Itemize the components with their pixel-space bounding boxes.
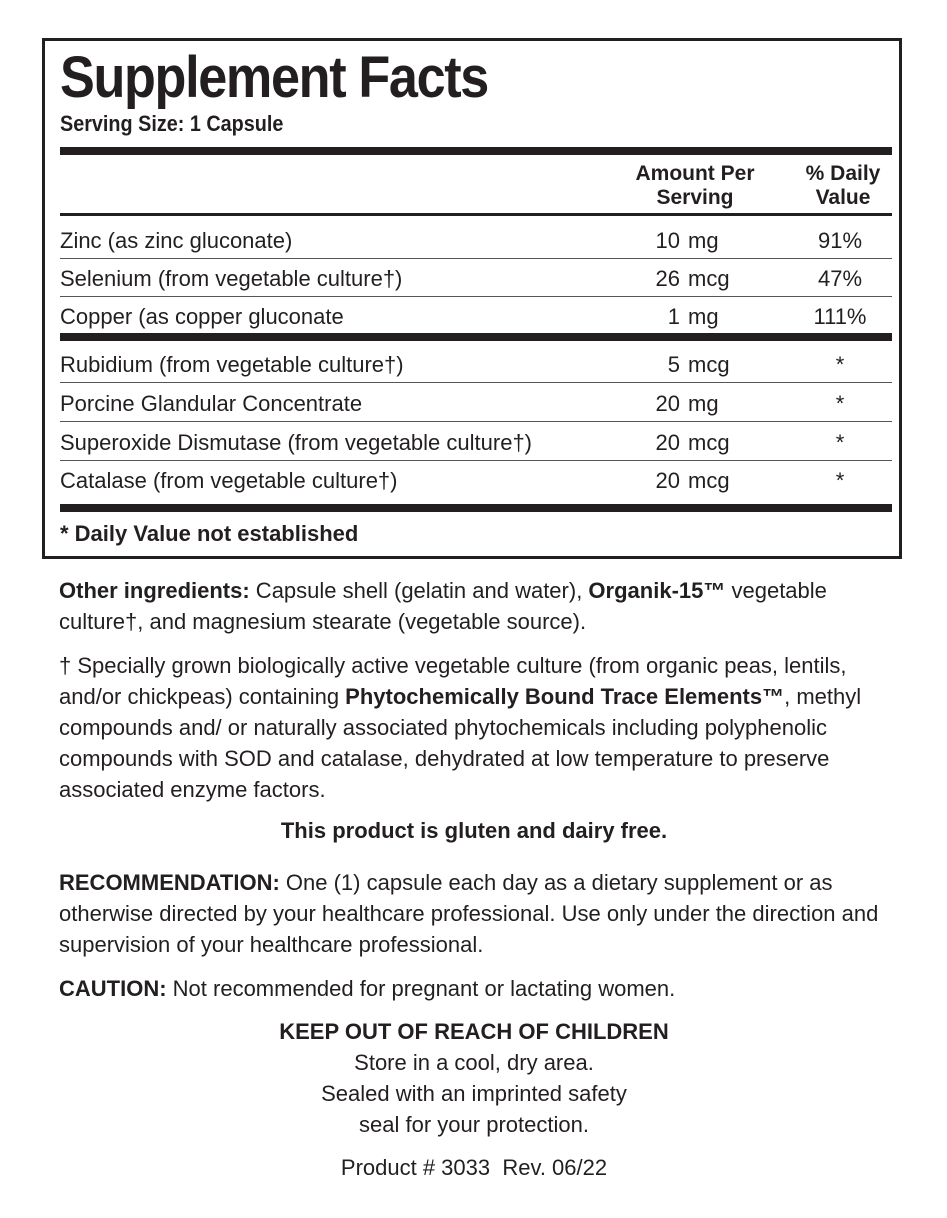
nutrient-name: Copper (as copper gluconate	[60, 304, 344, 329]
serving-size: Serving Size: 1 Capsule	[60, 111, 284, 136]
storage-line: Store in a cool, dry area.	[354, 1050, 594, 1075]
nutrient-unit: mcg	[688, 430, 730, 455]
nutrient-unit: mcg	[688, 352, 730, 377]
nutrient-name: Zinc (as zinc gluconate)	[60, 228, 293, 253]
table-bottom-divider	[60, 504, 892, 512]
table-row	[60, 259, 892, 297]
nutrient-unit: mg	[688, 304, 719, 329]
trace-elements-term: Phytochemically Bound Trace Elements™	[345, 684, 785, 709]
row-divider	[60, 382, 892, 383]
table-row	[60, 384, 892, 422]
storage-info	[200, 1016, 748, 1140]
nutrient-amount: 26	[655, 266, 680, 291]
daily-value-note: * Daily Value not established	[60, 521, 359, 546]
caution-label: CAUTION:	[59, 976, 167, 1001]
nutrient-daily-value: *	[835, 352, 845, 377]
gluten-free-statement: This product is gluten and dairy free.	[280, 818, 668, 843]
nutrient-unit: mg	[688, 391, 719, 416]
nutrient-amount: 20	[655, 430, 680, 455]
nutrient-daily-value: *	[835, 430, 845, 455]
organik-logo-mark: O	[588, 578, 606, 603]
row-divider	[60, 421, 892, 422]
nutrient-name: Porcine Glandular Concentrate	[60, 391, 363, 416]
product-number: Product # 3033 Rev. 06/22	[340, 1155, 608, 1180]
header-divider	[60, 147, 892, 155]
keep-out-warning: KEEP OUT OF REACH OF CHILDREN	[279, 1019, 669, 1044]
daily-value-header: % Daily Value	[805, 162, 881, 209]
nutrient-daily-value: *	[835, 468, 845, 493]
nutrient-name: Catalase (from vegetable culture†)	[60, 468, 398, 493]
nutrient-amount: 1	[667, 304, 680, 329]
storage-line: seal for your protection.	[359, 1112, 589, 1137]
nutrient-amount: 10	[655, 228, 680, 253]
table-row	[60, 423, 892, 461]
column-header-divider	[60, 213, 892, 216]
nutrient-amount: 20	[655, 391, 680, 416]
table-row	[60, 461, 892, 499]
nutrient-daily-value: 111%	[813, 304, 867, 329]
caution: CAUTION: Not recommended for pregnant or lactating women.	[59, 976, 676, 1001]
nutrient-unit: mg	[688, 228, 719, 253]
nutrient-amount: 5	[667, 352, 680, 377]
brand-name: Organik-15™	[588, 578, 726, 603]
nutrient-name: Rubidium (from vegetable culture†)	[60, 352, 404, 377]
nutrient-name: Superoxide Dismutase (from vegetable culture†)	[60, 430, 533, 455]
nutrient-daily-value: 47%	[817, 266, 863, 291]
supplement-facts-panel	[42, 38, 902, 559]
nutrient-unit: mcg	[688, 468, 730, 493]
recommendation: RECOMMENDATION: One (1) capsule each day as a dietary supplement or as otherwise directed by your healthcare professional. Use only under the direction and supervision of your healthcare professional.	[59, 870, 879, 957]
table-row	[60, 297, 892, 335]
nutrient-name: Selenium (from vegetable culture†)	[60, 266, 403, 291]
table-row	[60, 221, 892, 259]
panel-title: Supplement Facts	[60, 45, 488, 110]
recommendation-label: RECOMMENDATION:	[59, 870, 280, 895]
nutrient-daily-value: *	[835, 391, 845, 416]
nutrient-amount: 20	[655, 468, 680, 493]
storage-line: Sealed with an imprinted safety	[321, 1081, 627, 1106]
nutrient-unit: mcg	[688, 266, 730, 291]
nutrient-daily-value: 91%	[817, 228, 863, 253]
other-ingredients: Other ingredients: Capsule shell (gelatin and water), Organik-15™ vegetable culture†, and magnesium stearate (vegetable source).	[59, 578, 827, 634]
other-ingredients-label: Other ingredients:	[59, 578, 250, 603]
culture-footnote: † Specially grown biologically active vegetable culture (from organic peas, lentils, and/or chickpeas) containing Phytochemically Bound Trace Elements™, methyl compounds and/ or naturally associated phytochemicals including polyphenolic compounds with SOD and catalase, dehydrated at low temperature to preserve associated enzyme factors.	[59, 653, 862, 802]
amount-per-serving-header: Amount Per Serving	[635, 162, 755, 209]
table-row	[60, 345, 892, 383]
